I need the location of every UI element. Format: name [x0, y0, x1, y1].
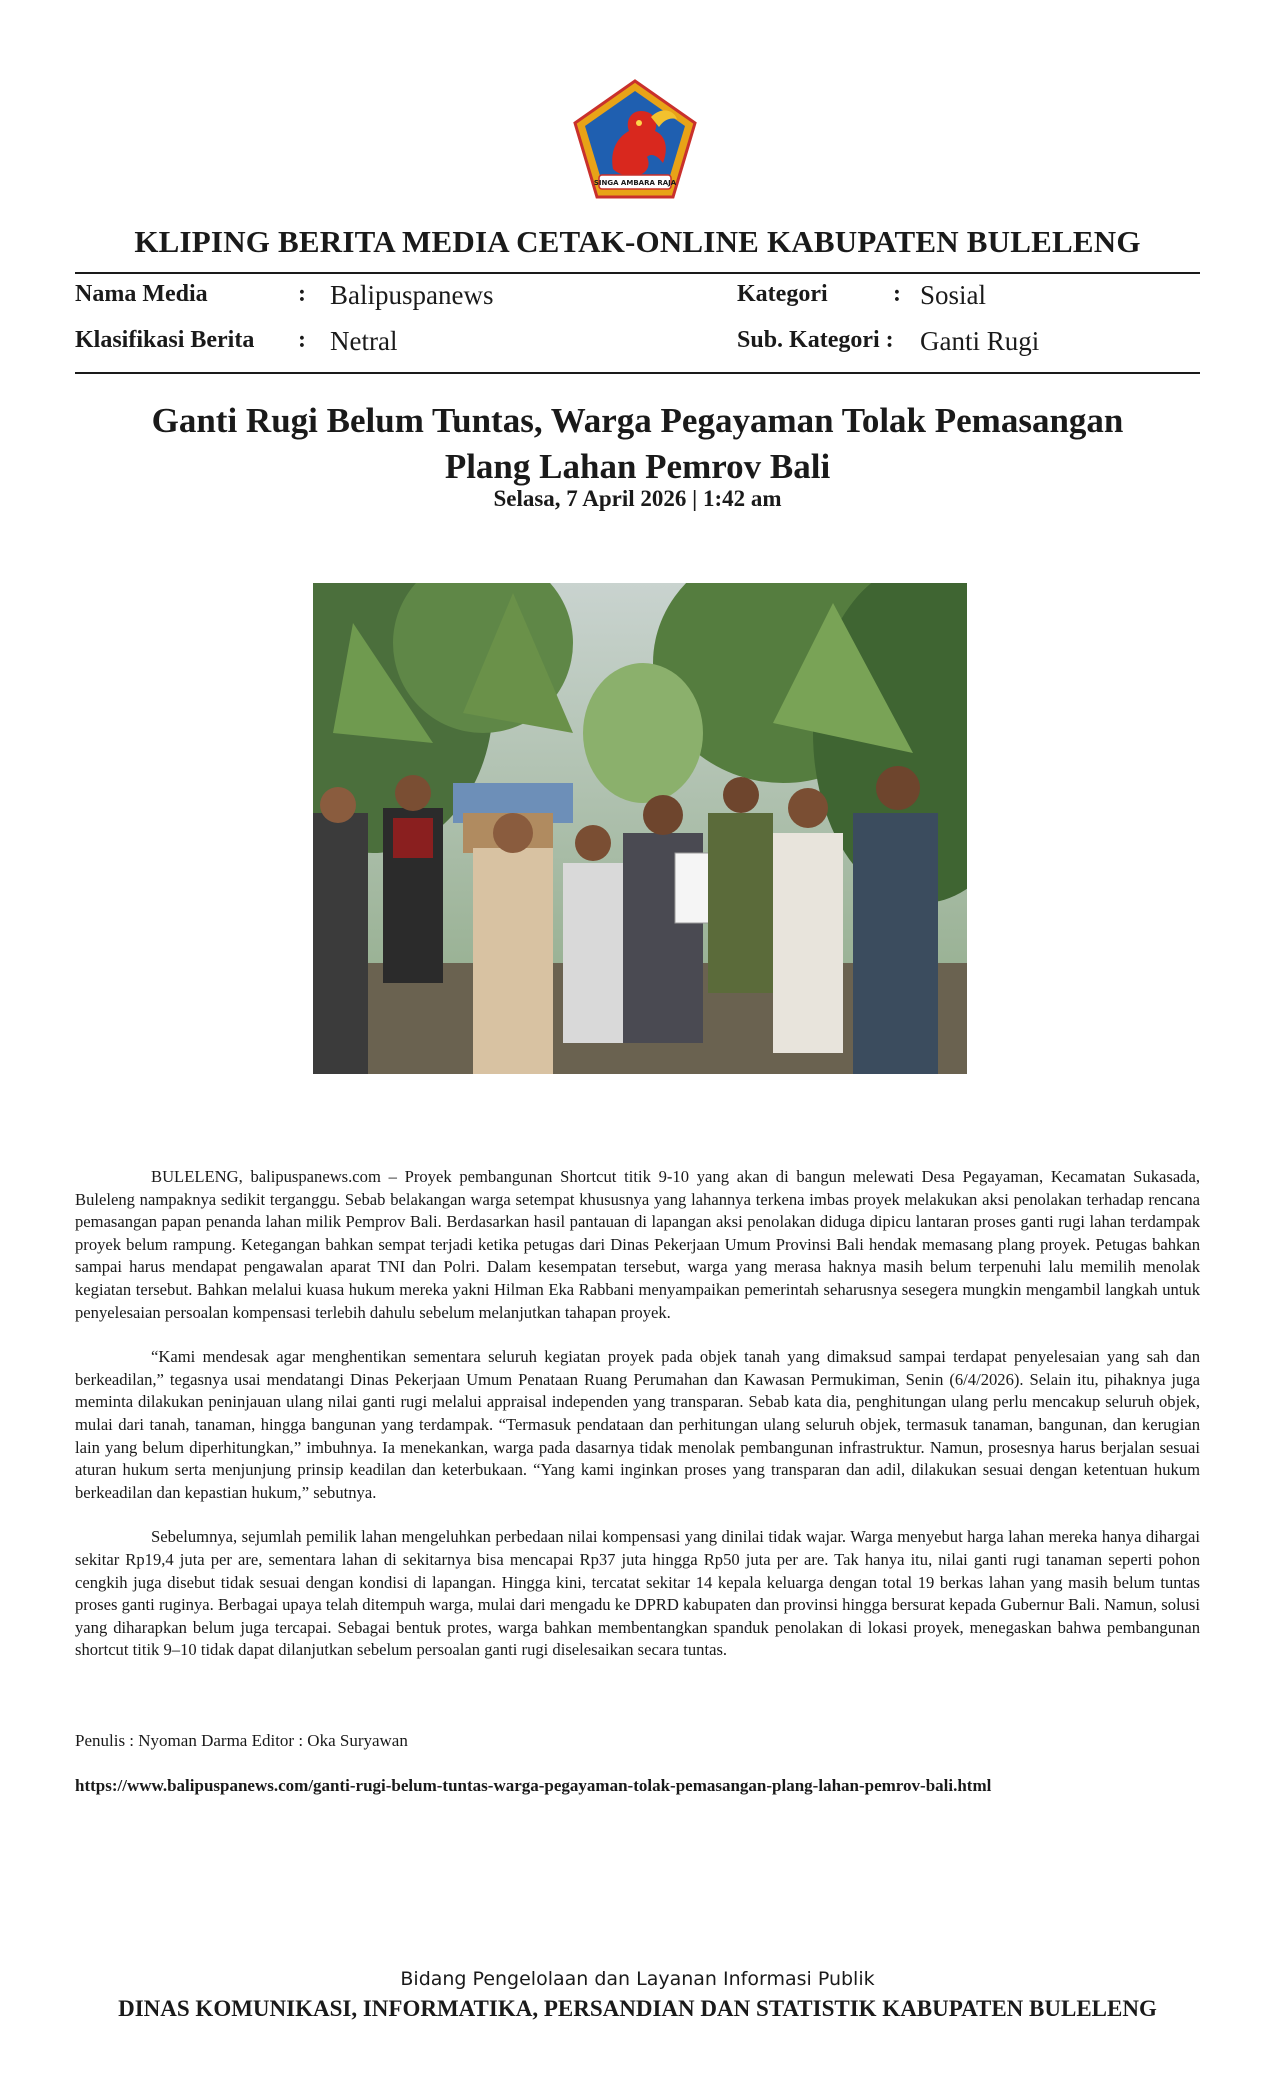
media-label: Nama Media: [75, 281, 208, 307]
news-photo-group-icon: [313, 583, 967, 1074]
klasifikasi-colon: :: [298, 327, 306, 353]
bottom-divider: [75, 372, 1200, 374]
kategori-colon: :: [893, 281, 901, 307]
media-value: Balipuspanews: [330, 280, 494, 310]
headline-line-2: Plang Lahan Pemrov Bali: [444, 447, 831, 486]
subkategori-value: Ganti Rugi: [920, 326, 1040, 356]
article-url-link[interactable]: https://www.balipuspanews.com/ganti-rugi-belum-tuntas-warga-pegayaman-tolak-pemasangan-plang-lahan-pemrov-bali.html: [75, 1776, 992, 1795]
crest-motto: SINGA AMBARA RAJA: [593, 179, 677, 187]
article-credits: Penulis : Nyoman Darma Editor : Oka Suryawan: [75, 1731, 408, 1750]
klasifikasi-label: Klasifikasi Berita: [75, 327, 255, 353]
page-title: KLIPING BERITA MEDIA CETAK-ONLINE KABUPATEN BULELENG: [134, 224, 1141, 259]
footer-department: Bidang Pengelolaan dan Layanan Informasi Publik: [400, 1968, 875, 1990]
article-dateline: Selasa, 7 April 2026 | 1:42 am: [493, 486, 782, 511]
kategori-value: Sosial: [920, 280, 987, 310]
kabupaten-buleleng-crest-icon: [569, 77, 701, 201]
media-colon: :: [298, 281, 306, 307]
headline-line-1: Ganti Rugi Belum Tuntas, Warga Pegayaman Tolak Pemasangan: [151, 401, 1124, 440]
article-paragraph: “Kami mendesak agar menghentikan sementara seluruh kegiatan proyek pada objek tanah yang dimaksud sampai terdapat penyelesaian yang sah dan berkeadilan,” tegasnya usai mendatangi Dinas Pekerjaan Umum Penataan Ruang Perumahan dan Kawasan Permukiman, Senin (6/4/2026). Selain itu, pihaknya juga meminta dilakukan peninjauan ulang nilai ganti rugi melalui appraisal independen yang transparan. Sebab kata dia, penghitungan ulang perlu mencakup seluruh objek, mulai dari tanah, tanaman, hingga bangunan yang terdampak. “Termasuk pendataan dan perhitungan ulang seluruh objek, termasuk tanaman, bangunan, dan kerugian lain yang belum diperhitungkan,” imbuhnya. Ia menekankan, warga pada dasarnya tidak menolak pembangunan infrastruktur. Namun, prosesnya harus berjalan sesuai aturan hukum serta menjunjung prinsip keadilan dan keterbukaan. “Yang kami inginkan proses yang transparan dan adil, dilakukan sesuai dengan ketentuan hukum berkeadilan dan kepastian hukum,” sebutnya.: [75, 1347, 1200, 1502]
article-paragraph: Sebelumnya, sejumlah pemilik lahan mengeluhkan perbedaan nilai kompensasi yang dinilai tidak wajar. Warga menyebut harga lahan mereka hanya dihargai sekitar Rp19,4 juta per are, sementara lahan di sekitarnya bisa mencapai Rp37 juta hingga Rp50 juta per are. Tak hanya itu, nilai ganti rugi tanaman seperti pohon cengkih juga disebut tidak sesuai dengan kondisi di lapangan. Hingga kini, tercatat sekitar 14 kepala keluarga dengan total 19 berkas lahan yang masih belum tuntas proses ganti ruginya. Berbagai upaya telah ditempuh warga, mulai dari mengadu ke DPRD kabupaten dan provinsi hingga bersurat kepada Gubernur Bali. Namun, solusi yang diharapkan belum juga tercapai. Sebagai bentuk protes, warga bahkan membentangkan spanduk penolakan di lokasi proyek, menegaskan bahwa pembangunan shortcut titik 9–10 tidak dapat dilanjutkan sebelum persoalan ganti rugi diselesaikan secara tuntas.: [75, 1527, 1200, 1660]
top-divider: [75, 272, 1200, 274]
klasifikasi-value: Netral: [330, 326, 398, 356]
article-body: [75, 1166, 1200, 1684]
footer-agency: DINAS KOMUNIKASI, INFORMATIKA, PERSANDIAN DAN STATISTIK KABUPATEN BULELENG: [118, 1996, 1157, 2021]
kategori-label: Kategori: [737, 281, 828, 307]
article-paragraph: BULELENG, balipuspanews.com – Proyek pembangunan Shortcut titik 9-10 yang akan di bangun melewati Desa Pegayaman, Kecamatan Sukasada, Buleleng nampaknya sedikit terganggu. Sebab belakangan warga setempat khususnya yang lahannya terkena imbas proyek melakukan aksi penolakan terhadap rencana pemasangan papan penanda lahan milik Pemprov Bali. Berdasarkan hasil pantauan di lapangan aksi penolakan diduga dipicu lantaran proses ganti rugi lahan terdampak proyek belum rampung. Ketegangan bahkan sempat terjadi ketika petugas dari Dinas Pekerjaan Umum Provinsi Bali hendak memasang plang proyek. Petugas bahkan sampai harus mendapat pengawalan aparat TNI dan Polri. Dalam kesempatan tersebut, warga yang merasa haknya masih belum terpenuhi lalu memilih menolak kegiatan tersebut. Bahkan melalui kuasa hukum mereka yakni Hilman Eka Rabbani menyampaikan pemerintah seharusnya sesegera mungkin mengambil langkah untuk penyelesaian persoalan kompensasi terlebih dahulu sebelum melanjutkan tahapan proyek.: [75, 1167, 1200, 1322]
article-headline: [0, 398, 1275, 490]
subkategori-label: Sub. Kategori :: [737, 327, 894, 353]
